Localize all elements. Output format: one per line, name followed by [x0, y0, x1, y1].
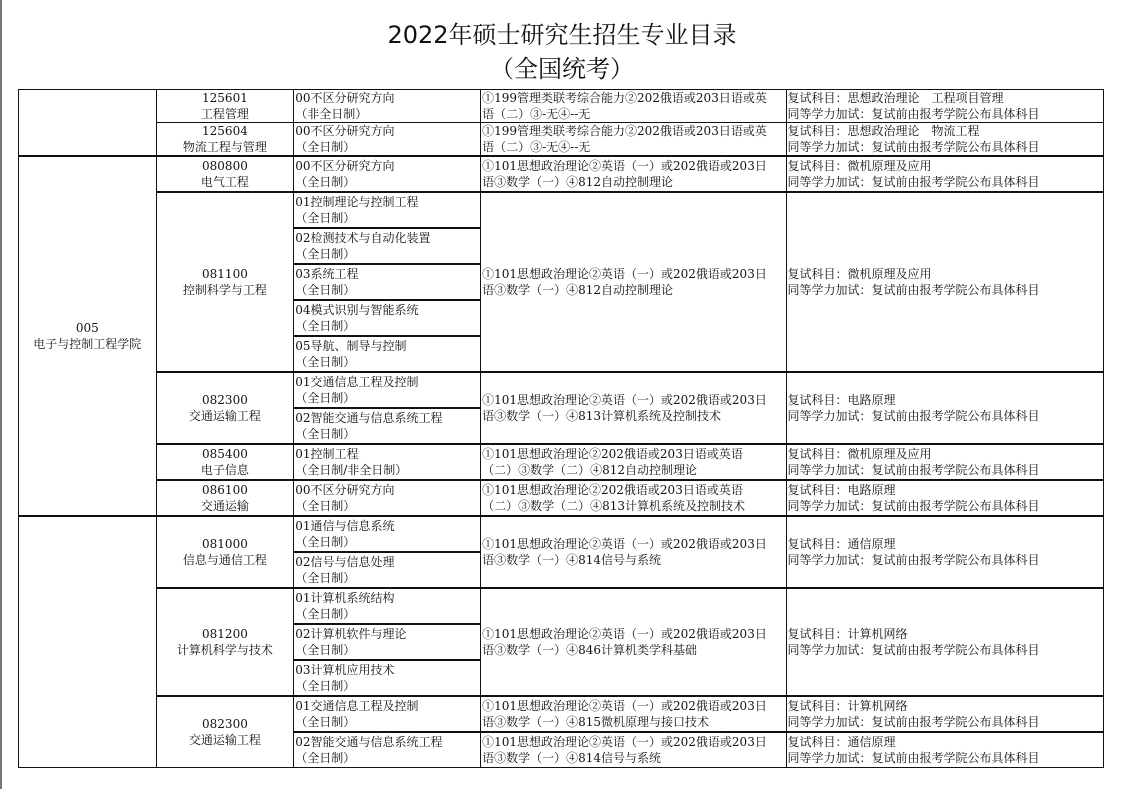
equivalent-extra-test: 同等学力加试：复试前由报考学院公布具体科目	[787, 643, 1040, 657]
major-code: 081000	[202, 537, 248, 551]
major-name: 电子信息	[200, 463, 249, 477]
study-mode: （全日制）	[295, 319, 356, 333]
major-name: 交通运输工程	[188, 733, 261, 747]
direction-name: 01通信与信息系统	[295, 519, 395, 533]
direction-cell	[294, 588, 481, 624]
exam-subjects-line: 语（二）③-无④--无	[482, 107, 591, 121]
major-cell	[156, 90, 294, 123]
retest-subjects: 复试科目：微机原理及应用	[787, 447, 932, 461]
direction-name: 04模式识别与智能系统	[295, 303, 419, 317]
exam-subjects-line: ①101思想政治理论②英语（一）或202俄语或203日	[482, 159, 767, 173]
page-header	[0, 18, 1124, 86]
retest-cell	[786, 516, 1103, 588]
major-name: 交通运输	[200, 499, 249, 513]
direction-cell	[294, 552, 481, 588]
retest-cell	[786, 696, 1103, 732]
equivalent-extra-test: 同等学力加试：复试前由报考学院公布具体科目	[787, 409, 1040, 423]
major-catalog-table	[18, 89, 1104, 768]
study-mode: （全日制）	[295, 211, 356, 225]
retest-cell	[786, 90, 1103, 123]
major-name: 工程管理	[200, 107, 249, 121]
retest-subjects: 复试科目：思想政治理论 工程项目管理	[787, 91, 1004, 105]
direction-name: 01控制工程	[295, 447, 359, 461]
major-name: 信息与通信工程	[182, 553, 267, 567]
exam-subjects-cell	[481, 192, 786, 372]
direction-name: 00不区分研究方向	[295, 483, 395, 497]
retest-subjects: 复试科目：计算机网络	[787, 627, 908, 641]
retest-subjects: 复试科目：通信原理	[787, 537, 896, 551]
equivalent-extra-test: 同等学力加试：复试前由报考学院公布具体科目	[787, 175, 1040, 189]
exam-subjects-line: ①101思想政治理论②英语（一）或202俄语或203日	[482, 627, 767, 641]
major-cell	[156, 156, 294, 192]
retest-cell	[786, 156, 1103, 192]
exam-subjects-line: 语③数学（一）④814信号与系统	[482, 751, 662, 765]
direction-name: 02智能交通与信息系统工程	[295, 735, 443, 749]
direction-name: 02计算机软件与理论	[295, 627, 407, 641]
exam-subjects-line: ①101思想政治理论②英语（一）或202俄语或203日	[482, 267, 767, 281]
exam-subjects-line: 语③数学（一）④815微机原理与接口技术	[482, 715, 710, 729]
department-code: 005	[75, 321, 99, 335]
major-cell	[156, 372, 294, 444]
direction-cell	[294, 660, 481, 696]
retest-subjects: 复试科目：微机原理及应用	[787, 159, 932, 173]
exam-subjects-cell	[481, 588, 786, 696]
study-mode: （全日制）	[295, 427, 356, 441]
direction-cell	[294, 90, 481, 123]
equivalent-extra-test: 同等学力加试：复试前由报考学院公布具体科目	[787, 283, 1040, 297]
equivalent-extra-test: 同等学力加试：复试前由报考学院公布具体科目	[787, 463, 1040, 477]
retest-subjects: 复试科目：计算机网络	[787, 699, 908, 713]
direction-name: 01交通信息工程及控制	[295, 375, 419, 389]
exam-subjects-cell	[481, 696, 786, 732]
direction-cell	[294, 408, 481, 444]
direction-name: 02智能交通与信息系统工程	[295, 411, 443, 425]
exam-subjects-line: ①101思想政治理论②英语（一）或202俄语或203日	[482, 699, 767, 713]
equivalent-extra-test: 同等学力加试：复试前由报考学院公布具体科目	[787, 553, 1040, 567]
retest-subjects: 复试科目：微机原理及应用	[787, 267, 932, 281]
major-name: 交通运输工程	[188, 409, 261, 423]
direction-cell	[294, 228, 481, 264]
direction-name: 00不区分研究方向	[295, 91, 395, 105]
major-cell	[156, 588, 294, 696]
direction-name: 00不区分研究方向	[295, 159, 395, 173]
direction-cell	[294, 624, 481, 660]
page-subtitle: （全国统考）	[490, 55, 634, 83]
department-section	[19, 90, 1104, 157]
exam-subjects-line: 语（二）③-无④--无	[482, 140, 591, 154]
equivalent-extra-test: 同等学力加试：复试前由报考学院公布具体科目	[787, 715, 1040, 729]
exam-subjects-line: ①101思想政治理论②英语（一）或202俄语或203日	[482, 393, 767, 407]
retest-cell	[786, 444, 1103, 480]
exam-subjects-cell	[481, 123, 786, 157]
retest-subjects: 复试科目：电路原理	[787, 393, 896, 407]
direction-name: 01交通信息工程及控制	[295, 699, 419, 713]
exam-subjects-cell	[481, 480, 786, 516]
exam-subjects-cell	[481, 90, 786, 123]
major-code: 081100	[202, 267, 248, 281]
exam-subjects-line: ①199管理类联考综合能力②202俄语或203日语或英	[482, 91, 767, 105]
exam-subjects-line: ①101思想政治理论②英语（一）或202俄语或203日	[482, 537, 767, 551]
study-mode: （全日制/非全日制）	[295, 463, 408, 477]
direction-name: 02信号与信息处理	[295, 555, 395, 569]
study-mode: （全日制）	[295, 643, 356, 657]
direction-cell	[294, 696, 481, 732]
major-name: 控制科学与工程	[182, 283, 267, 297]
direction-cell	[294, 444, 481, 480]
equivalent-extra-test: 同等学力加试：复试前由报考学院公布具体科目	[787, 751, 1040, 765]
major-code: 082300	[202, 717, 248, 731]
exam-subjects-line: （二）③数学（二）④813计算机系统及控制技术	[482, 499, 746, 513]
department-cell	[19, 156, 157, 516]
equivalent-extra-test: 同等学力加试：复试前由报考学院公布具体科目	[787, 107, 1040, 121]
direction-name: 03计算机应用技术	[295, 663, 395, 677]
major-code: 082300	[202, 393, 248, 407]
major-cell	[156, 480, 294, 516]
study-mode: （全日制）	[295, 679, 356, 693]
direction-cell	[294, 372, 481, 408]
major-cell	[156, 444, 294, 480]
direction-cell	[294, 264, 481, 300]
department-section	[19, 516, 1104, 768]
study-mode: （全日制）	[295, 607, 356, 621]
exam-subjects-line: ①101思想政治理论②英语（一）或202俄语或203日	[482, 735, 767, 749]
exam-subjects-line: 语③数学（一）④813计算机系统及控制技术	[482, 409, 722, 423]
exam-subjects-cell	[481, 372, 786, 444]
exam-subjects-cell	[481, 156, 786, 192]
exam-subjects-cell	[481, 732, 786, 768]
department-cell	[19, 516, 157, 768]
equivalent-extra-test: 同等学力加试：复试前由报考学院公布具体科目	[787, 140, 1040, 154]
direction-cell	[294, 123, 481, 157]
department-section	[19, 156, 1104, 516]
department-cell	[19, 90, 157, 157]
study-mode: （全日制）	[295, 715, 356, 729]
exam-subjects-line: 语③数学（一）④846计算机类学科基础	[482, 643, 698, 657]
major-code: 086100	[202, 483, 248, 497]
study-mode: （全日制）	[295, 571, 356, 585]
direction-cell	[294, 732, 481, 768]
major-cell	[156, 192, 294, 372]
exam-subjects-line: ①101思想政治理论②202俄语或203日语或英语	[482, 447, 743, 461]
exam-subjects-line: ①101思想政治理论②202俄语或203日语或英语	[482, 483, 743, 497]
study-mode: （全日制）	[295, 140, 356, 154]
retest-subjects: 复试科目：电路原理	[787, 483, 896, 497]
retest-cell	[786, 588, 1103, 696]
retest-cell	[786, 123, 1103, 157]
study-mode: （全日制）	[295, 355, 356, 369]
major-code: 085400	[202, 447, 248, 461]
study-mode: （全日制）	[295, 499, 356, 513]
study-mode: （全日制）	[295, 391, 356, 405]
study-mode: （非全日制）	[295, 107, 368, 121]
direction-cell	[294, 300, 481, 336]
retest-cell	[786, 192, 1103, 372]
retest-cell	[786, 372, 1103, 444]
exam-subjects-line: ①199管理类联考综合能力②202俄语或203日语或英	[482, 124, 767, 138]
exam-subjects-line: 语③数学（一）④812自动控制理论	[482, 175, 674, 189]
major-cell	[156, 516, 294, 588]
major-cell	[156, 123, 294, 157]
major-code: 080800	[202, 159, 248, 173]
direction-name: 01控制理论与控制工程	[295, 195, 419, 209]
major-code: 125604	[202, 124, 248, 138]
retest-subjects: 复试科目：思想政治理论 物流工程	[787, 124, 980, 138]
exam-subjects-line: 语③数学（一）④814信号与系统	[482, 553, 662, 567]
exam-subjects-line: （二）③数学（二）④812自动控制理论	[482, 463, 698, 477]
study-mode: （全日制）	[295, 175, 356, 189]
major-name: 电气工程	[200, 175, 249, 189]
major-name: 计算机科学与技术	[176, 643, 273, 657]
study-mode: （全日制）	[295, 535, 356, 549]
direction-cell	[294, 336, 481, 372]
retest-subjects: 复试科目：通信原理	[787, 735, 896, 749]
equivalent-extra-test: 同等学力加试：复试前由报考学院公布具体科目	[787, 499, 1040, 513]
study-mode: （全日制）	[295, 283, 356, 297]
retest-cell	[786, 732, 1103, 768]
direction-cell	[294, 480, 481, 516]
direction-cell	[294, 156, 481, 192]
direction-name: 02检测技术与自动化装置	[295, 231, 431, 245]
major-code: 125601	[202, 91, 248, 105]
direction-cell	[294, 192, 481, 228]
direction-name: 03系统工程	[295, 267, 359, 281]
major-cell	[156, 696, 294, 768]
left-margin-rule	[0, 0, 2, 789]
major-name: 物流工程与管理	[182, 140, 267, 154]
major-code: 081200	[202, 627, 248, 641]
direction-name: 00不区分研究方向	[295, 124, 395, 138]
page-title: 2022年硕士研究生招生专业目录	[387, 21, 737, 49]
direction-name: 01计算机系统结构	[295, 591, 395, 605]
exam-subjects-cell	[481, 516, 786, 588]
exam-subjects-cell	[481, 444, 786, 480]
direction-name: 05导航、制导与控制	[295, 339, 407, 353]
direction-cell	[294, 516, 481, 552]
exam-subjects-line: 语③数学（一）④812自动控制理论	[482, 283, 674, 297]
department-name: 电子与控制工程学院	[33, 337, 142, 351]
study-mode: （全日制）	[295, 751, 356, 765]
study-mode: （全日制）	[295, 247, 356, 261]
retest-cell	[786, 480, 1103, 516]
